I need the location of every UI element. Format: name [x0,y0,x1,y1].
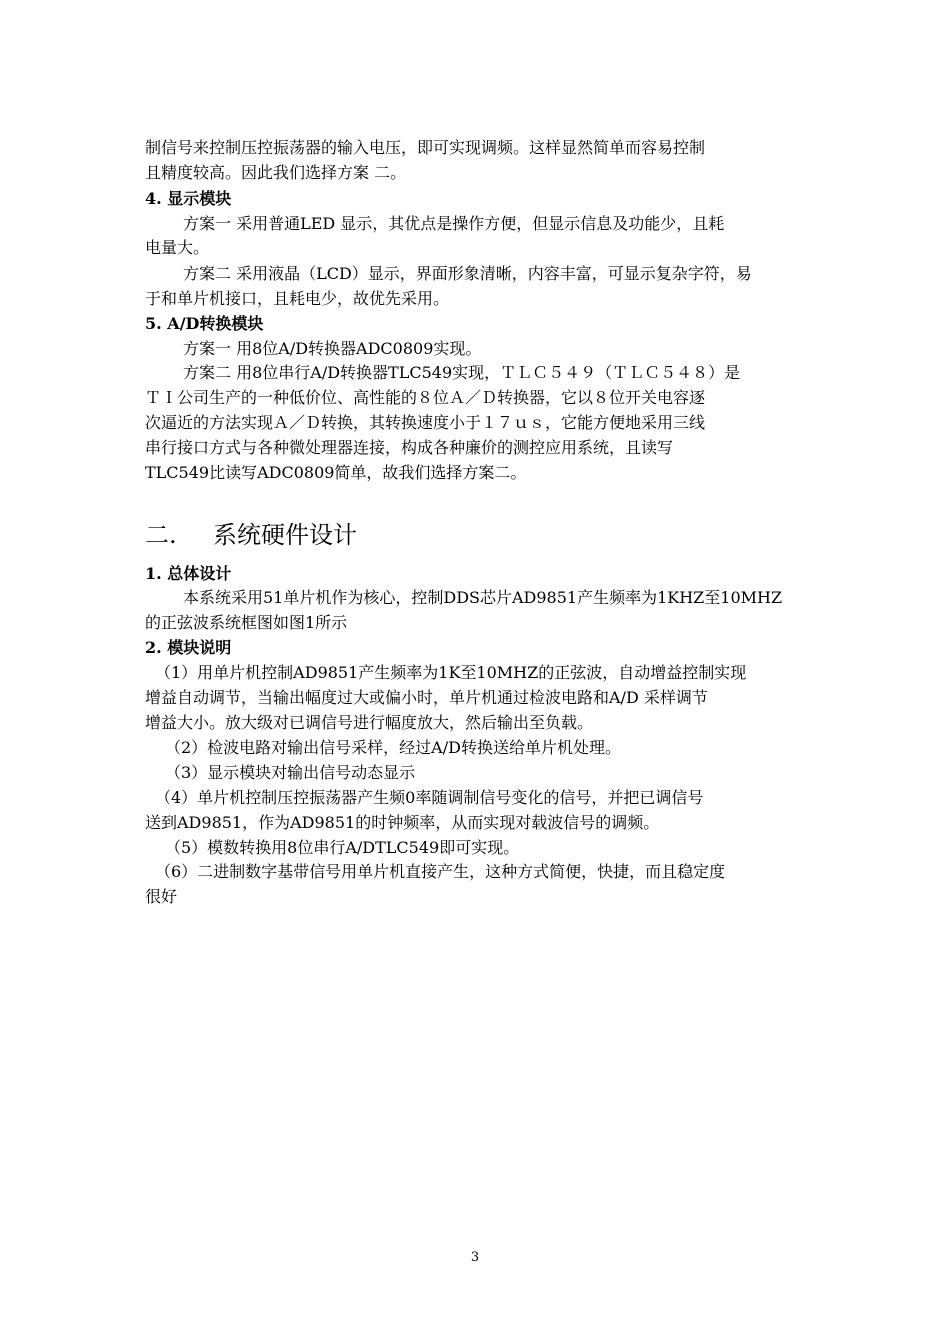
paragraph-line: （3）显示模块对输出信号动态显示 [165,763,416,782]
subheading-overall-design: 1. 总体设计 [145,564,232,583]
paragraph-line: 且精度较高。因此我们选择方案 二。 [145,163,407,182]
paragraph-line: 送到AD9851，作为AD9851的时钟频率，从而实现对载波信号的调频。 [145,813,660,832]
paragraph-line: 串行接口方式与各种微处理器连接，构成各种廉价的测控应用系统，且读写 [145,438,674,457]
paragraph-line: 次逼近的方法实现Ａ／Ｄ转换，其转换速度小于１７ｕｓ，它能方便地采用三线 [145,413,706,432]
paragraph-line: 方案二 采用液晶（LCD）显示，界面形象清晰，内容丰富，可显示复杂字符，易 [183,264,752,283]
paragraph-line: 方案一 用8位A/D转换器ADC0809实现。 [183,339,482,358]
paragraph-line: （1）用单片机控制AD9851产生频率为1K至10MHZ的正弦波，自动增益控制实现 [155,663,747,682]
paragraph-line: （4）单片机控制压控振荡器产生频0率随调制信号变化的信号，并把已调信号 [155,788,704,807]
paragraph-line: TLC549比读写ADC0809简单，故我们选择方案二。 [145,463,527,482]
paragraph-line: 的正弦波系统框图如图1所示 [145,613,348,632]
paragraph-line: 方案二 用8位串行A/D转换器TLC549实现，ＴＬＣ５４９（ＴＬＣ５４８）是 [183,363,741,382]
paragraph-line: 电量大。 [145,238,210,257]
paragraph-line: 本系统采用51单片机作为核心，控制DDS芯片AD9851产生频率为1KHZ至10MHZ [183,588,783,607]
page-number: 3 [470,1250,480,1265]
paragraph-line: （6）二进制数字基带信号用单片机直接产生，这种方式简便，快捷，而且稳定度 [155,862,726,881]
paragraph-line: 于和单片机接口，且耗电少，故优先采用。 [145,289,450,308]
subheading-module-description: 2. 模块说明 [145,638,232,657]
paragraph-line: 制信号来控制压控振荡器的输入电压，即可实现调频。这样显然简单而容易控制 [145,138,706,157]
paragraph-line: 增益大小。放大级对已调信号进行幅度放大，然后输出至负载。 [145,713,594,732]
paragraph-line: 方案一 采用普通LED 显示，其优点是操作方便，但显示信息及功能少，且耗 [183,214,725,233]
paragraph-line: （5）模数转换用8位串行A/DTLC549即可实现。 [165,838,520,857]
paragraph-line: 很好 [145,887,178,906]
section-heading [145,520,357,550]
paragraph-line: ＴＩ公司生产的一种低价位、高性能的８位Ａ／Ｄ转换器，它以８位开关电容逐 [145,388,706,407]
paragraph-line: （2）检波电路对输出信号采样，经过A/D转换送给单片机处理。 [165,738,621,757]
paragraph-line: 增益自动调节，当输出幅度过大或偏小时，单片机通过检波电路和A/D 采样调节 [145,688,708,707]
section-number: 二. [145,521,177,549]
section-title: 系统硬件设计 [213,521,357,549]
subheading-display-module: 4. 显示模块 [145,189,232,208]
subheading-ad-module: 5. A/D转换模块 [145,314,264,333]
